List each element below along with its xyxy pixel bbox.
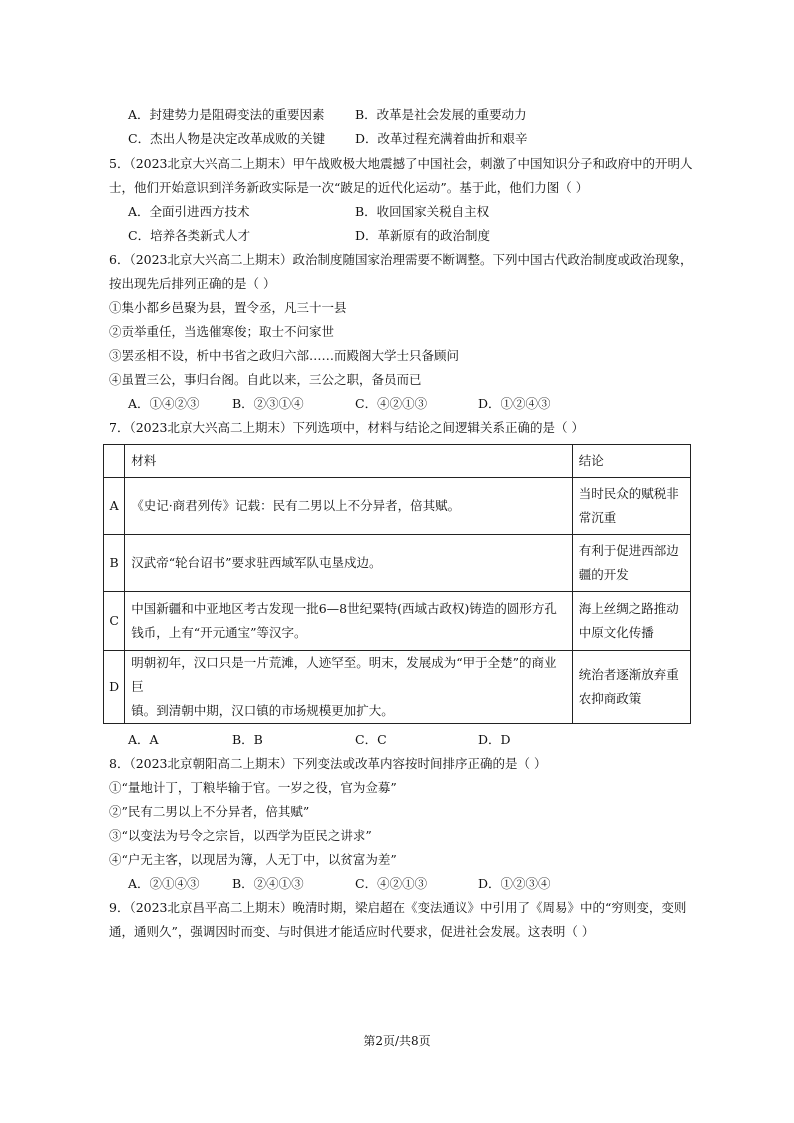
q8-stem: 8．（2023北京朝阳高二上期末）下列变法或改革内容按时间排序正确的是（ ） <box>109 756 547 771</box>
row-label: B <box>104 535 125 592</box>
conclusion-line: 中原文化传播 <box>578 625 654 640</box>
q6-stem-line1: 6．（2023北京大兴高二上期末）政治制度随国家治理需要不断调整。下列中国古代政治制度或政治现象， <box>109 252 693 267</box>
conclusion-line: 海上丝绸之路推动 <box>578 601 679 616</box>
q5-option-a: A．全面引进西方技术 <box>128 204 250 219</box>
table-header-label-cell <box>104 445 125 478</box>
q6-item-3: ③罢丞相不设，析中书省之政归六部……而殿阁大学士只备顾问 <box>109 348 460 363</box>
q8-item-4: ④“户无主客，以现居为簿，人无丁中，以贫富为差” <box>109 852 397 867</box>
q6-stem-line2: 按出现先后排列正确的是（ ） <box>109 276 276 291</box>
q6-option-a: A．①④②③ <box>128 396 200 411</box>
table-row <box>104 651 691 724</box>
q4-option-b: B．改革是社会发展的重要动力 <box>355 107 527 122</box>
row-material <box>125 478 573 535</box>
q8-option-a: A．②①④③ <box>128 876 200 891</box>
q8-item-3: ③“以变法为号令之宗旨，以西学为臣民之讲求” <box>109 828 372 843</box>
row-conclusion <box>572 478 690 535</box>
conclusion-line: 农抑商政策 <box>578 691 642 706</box>
q7-option-b: B．B <box>232 732 263 747</box>
row-label: A <box>104 478 125 535</box>
conclusion-line: 当时民众的赋税非 <box>578 486 679 501</box>
q8-option-b: B．②④①③ <box>232 876 304 891</box>
q8-item-1: ①“量地计丁，丁粮毕输于官。一岁之役，官为佥募” <box>109 780 397 795</box>
table-header-conclusion: 结论 <box>572 445 690 478</box>
row-label: C <box>104 592 125 651</box>
material-line: 中国新疆和中亚地区考古发现一批6—8世纪粟特(西域古政权)铸造的圆形方孔 <box>131 601 557 616</box>
row-conclusion <box>572 535 690 592</box>
row-material <box>125 592 573 651</box>
row-label: D <box>104 651 125 724</box>
q5-option-c: C．培养各类新式人才 <box>128 228 251 243</box>
conclusion-line: 统治者逐渐放弃重 <box>578 667 679 682</box>
material-line: 镇。到清朝中期，汉口镇的市场规模更加扩大。 <box>131 703 394 718</box>
q7-option-d: D．D <box>478 732 511 747</box>
conclusion-line: 疆的开发 <box>578 567 629 582</box>
table-row <box>104 592 691 651</box>
q4-option-c: C．杰出人物是决定改革成败的关键 <box>128 131 326 146</box>
conclusion-line: 常沉重 <box>578 510 617 525</box>
q7-option-c: C．C <box>355 732 387 747</box>
row-conclusion <box>572 592 690 651</box>
row-material <box>125 651 573 724</box>
table-row <box>104 535 691 592</box>
material-line: 钱币，上有“开元通宝”等汉字。 <box>131 625 307 640</box>
q7-stem: 7．（2023北京大兴高二上期末）下列选项中，材料与结论之间逻辑关系正确的是（ ） <box>109 420 584 435</box>
q8-option-d: D．①②③④ <box>478 876 551 891</box>
material-line: 明朝初年，汉口只是一片荒滩，人迹罕至。明末，发展成为“甲于全楚”的商业巨 <box>131 655 557 694</box>
q6-item-4: ④虽置三公，事归台阁。自此以来，三公之职，备员而已 <box>109 372 422 387</box>
q9-stem-line1: 9．（2023北京昌平高二上期末）晚清时期，梁启超在《变法通议》中引用了《周易》中的“穷则变，变则 <box>109 900 687 915</box>
q5-option-d: D．革新原有的政治制度 <box>355 228 491 243</box>
row-conclusion <box>572 651 690 724</box>
q6-option-c: C．④②①③ <box>355 396 428 411</box>
page-number-footer: 第2页/共8页 <box>363 1034 431 1048</box>
q8-item-2: ②”民有二男以上不分异者，倍其赋” <box>109 804 310 819</box>
table-header-material: 材料 <box>125 445 573 478</box>
q8-option-c: C．④②①③ <box>355 876 428 891</box>
q4-option-d: D．改革过程充满着曲折和艰辛 <box>355 131 528 146</box>
q9-stem-line2: 通，通则久”，强调因时而变、与时俱进才能适应时代要求，促进社会发展。这表明（ ） <box>109 924 595 939</box>
q5-stem-line2: 士，他们开始意识到洋务新政实际是一次“跛足的近代化运动”。基于此，他们力图（ ） <box>109 180 589 195</box>
q7-table <box>103 444 691 724</box>
q7-option-a: A．A <box>128 732 159 747</box>
q5-stem-line1: 5．（2023北京大兴高二上期末）甲午战败极大地震撼了中国社会，刺激了中国知识分子和政府中的开明人 <box>109 156 693 171</box>
table-header-row <box>104 445 691 478</box>
table-row <box>104 478 691 535</box>
q6-option-d: D．①②④③ <box>478 396 551 411</box>
conclusion-line: 有利于促进西部边 <box>578 543 679 558</box>
q6-item-2: ②贡举重任，当选催寒俊；取士不问家世 <box>109 324 335 339</box>
material-line: 《史记·商君列传》记载：民有二男以上不分异者，倍其赋。 <box>131 498 461 513</box>
q6-option-b: B．②③①④ <box>232 396 304 411</box>
row-material <box>125 535 573 592</box>
q4-option-a: A．封建势力是阻碍变法的重要因素 <box>128 107 325 122</box>
q6-item-1: ①集小都乡邑聚为县，置令丞，凡三十一县 <box>109 300 347 315</box>
q5-option-b: B．收回国家关税自主权 <box>355 204 490 219</box>
material-line: 汉武帝“轮台诏书”要求驻西域军队屯垦戍边。 <box>131 555 382 570</box>
